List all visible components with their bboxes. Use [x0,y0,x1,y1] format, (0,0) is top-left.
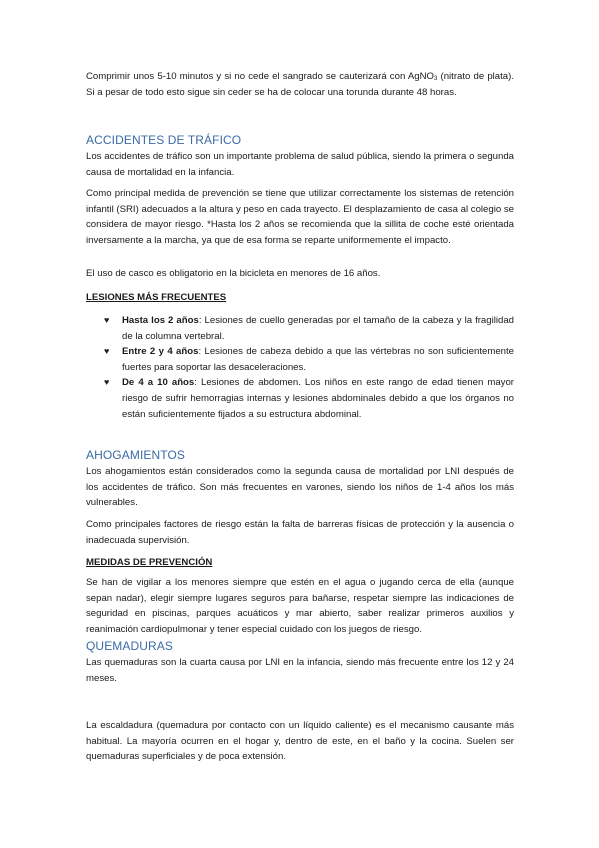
section-title-ahogamientos: AHOGAMIENTOS [86,448,185,462]
quemaduras-paragraph-2: La escaldadura (quemadura por contacto con un líquido caliente) es el mecanismo causante más habitual. La mayoría ocurren en el hogar y, dentro de este, en el baño y la cocina. Suelen ser quemaduras superficiales y de poca extensión. [86,720,514,763]
ahogamientos-paragraph-1: Los ahogamientos están considerados como la segunda causa de mortalidad por LNI después de los accidentes de tráfico. Son más frecuentes en varones, siendo los niños de 1-4 años los más vulnerables. [86,466,514,509]
list-item [104,375,514,422]
bullet-text: : Lesiones de cuello generadas por el tamaño de la cabeza y la fragilidad de la columna vertebral. [122,315,515,342]
list-item [104,313,514,344]
heart-bullet-icon: ♥ [104,315,110,325]
ahogamientos-paragraph-2: Como principales factores de riesgo están la falta de barreras físicas de protección y la ausencia o inadecuada supervisión. [86,519,514,546]
intro-text-continued: (nitrato de plata). Si a pesar de todo esto sigue sin ceder se ha de colocar una torunda durante 48 horas. [86,71,514,98]
heart-bullet-icon: ♥ [104,346,110,357]
quemaduras-paragraph-1: Las quemaduras son la cuarta causa por LNI en la infancia, siendo más frecuente entre los 12 y 24 meses. [86,657,514,684]
bullet-text: : Lesiones de cabeza debido a que las vértebras no son suficientemente fuertes para soportar las desaceleraciones. [122,346,514,373]
chemical-subscript: 3 [434,76,438,82]
accidentes-paragraph-2: Como principal medida de prevención se tiene que utilizar correctamente los sistemas de retención infantil (SRI) adecuados a la altura y peso en cada trayecto. El desplazamiento de casa al colegio se considera de mayor riesgo. *Hasta los 2 años se recomienda que la sillita de coche esté orientada inversamente a la marcha, ya que de esa forma se reparte uniformemente el impacto. [86,188,514,246]
ahogamientos-paragraph-3: Se han de vigilar a los menores siempre que estén en el agua o jugando cerca de ella (aunque sepan nadar), elegir siempre lugares seguros para bañarse, respetar siempre las indicaciones de seguridad en piscinas, parques acuáticos y mar abierto, saber realizar primeros auxilios y reanimación cardiopulmonar y tener especial cuidado con los juegos de riesgo. [86,577,514,635]
subtitle-lesiones: LESIONES MÁS FRECUENTES [86,292,227,303]
bullet-text: : Lesiones de abdomen. Los niños en este rango de edad tienen mayor riesgo de sufrir hemorragias internas y lesiones abdominales debido a que los órganos no están suficientemente fijados a su estructura abdominal. [122,377,514,420]
intro-paragraph [86,69,514,100]
lesiones-list [104,313,514,422]
bullet-age: Entre 2 y 4 años [122,346,199,358]
section-title-accidentes: ACCIDENTES DE TRÁFICO [86,133,242,147]
subtitle-medidas: MEDIDAS DE PREVENCIÓN [86,557,213,568]
accidentes-paragraph-1: Los accidentes de tráfico son un importante problema de salud pública, siendo la primera o segunda causa de mortalidad en la infancia. [86,151,514,178]
section-title-quemaduras: QUEMADURAS [86,639,174,653]
heart-bullet-icon: ♥ [104,377,110,388]
list-item [104,344,514,375]
intro-text: Comprimir unos 5-10 minutos y si no cede el sangrado se cauterizará con AgNO [86,71,435,82]
bullet-age: Hasta los 2 años [122,315,199,326]
bullet-age: De 4 a 10 años [122,377,195,389]
accidentes-paragraph-3: El uso de casco es obligatorio en la bicicleta en menores de 16 años. [86,268,381,279]
